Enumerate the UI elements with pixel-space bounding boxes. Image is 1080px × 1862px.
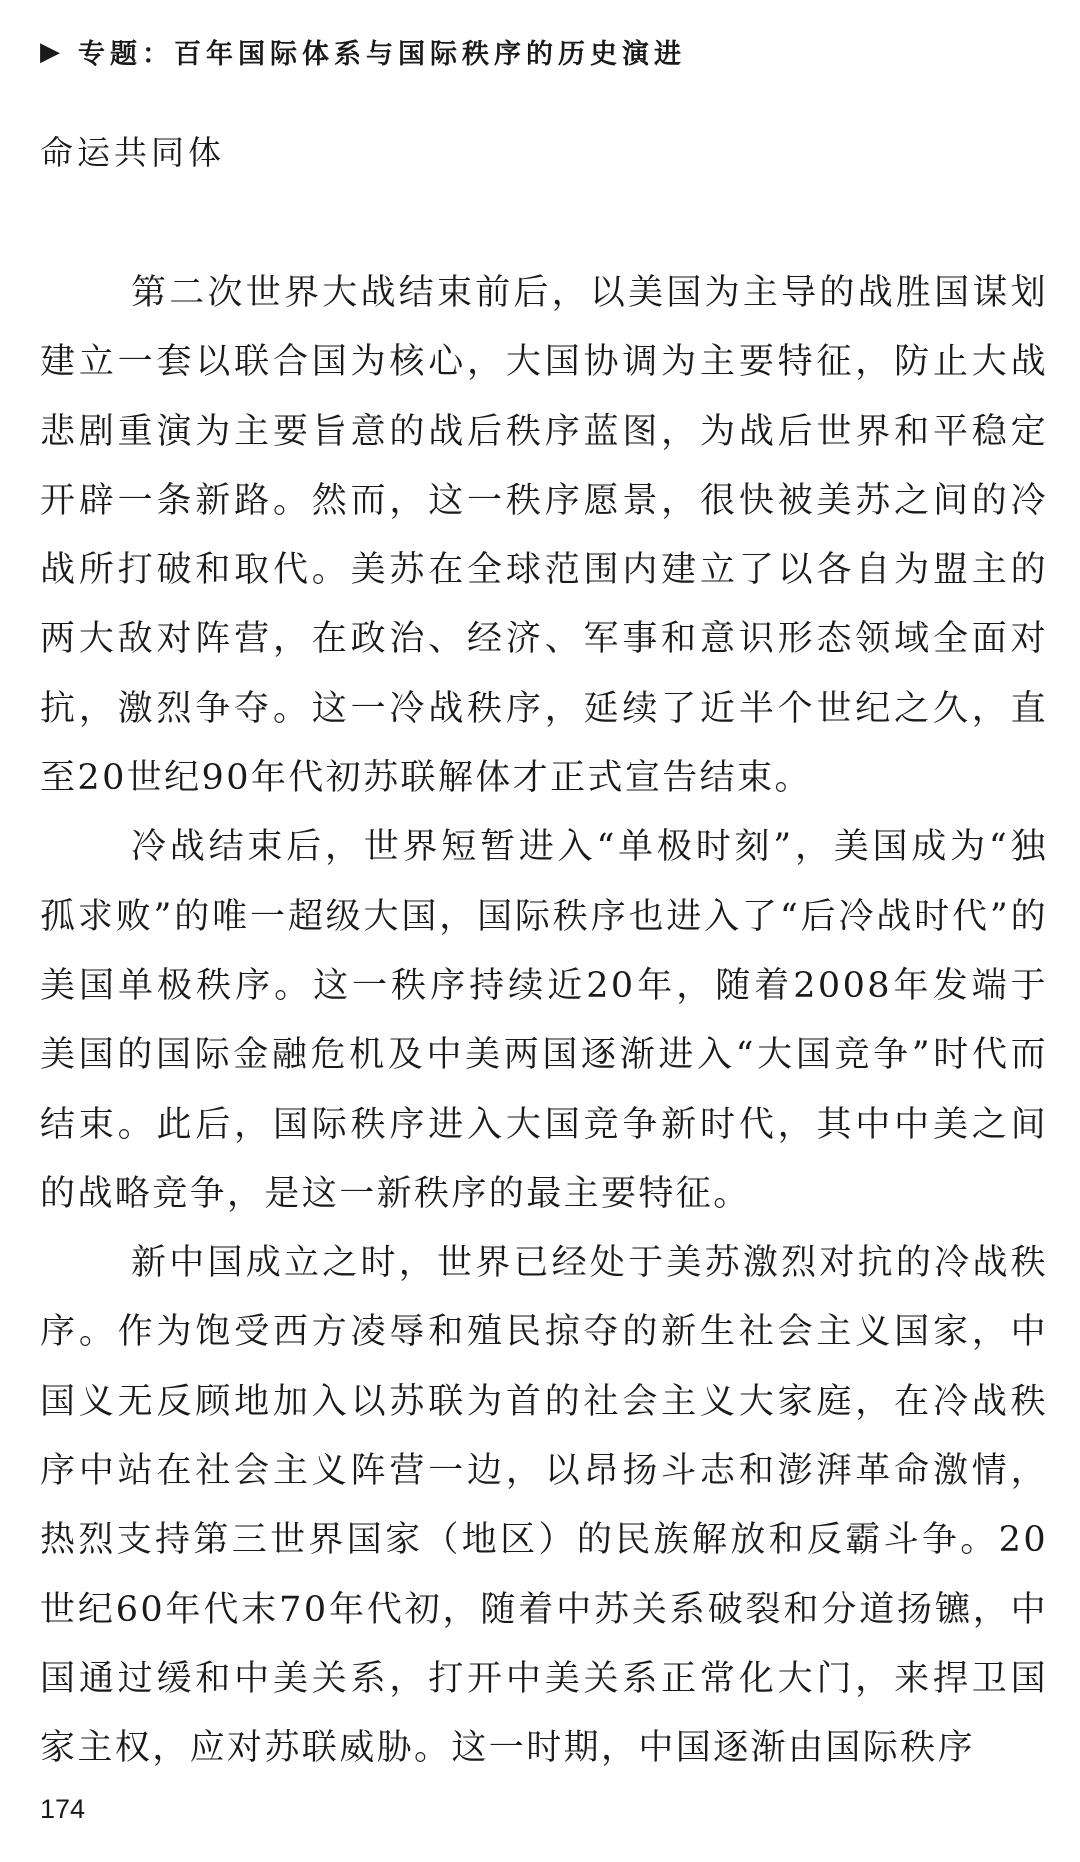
paragraph: 新中国成立之时，世界已经处于美苏激烈对抗的冷战秩序。作为饱受西方凌辱和殖民掠夺的新生社会主义国家，中国义无反顾地加入以苏联为首的社会主义大家庭，在冷战秩序中站在社会主义阵营一边，以昂扬斗志和澎湃革命激情，热烈支持第三世界国家（地区）的民族解放和反霸斗争。20世纪60年代末70年代初，随着中苏关系破裂和分道扬镳，中国通过缓和中美关系，打开中美关系正常化大门，来捍卫国家主权，应对苏联威胁。这一时期，中国逐渐由国际秩序: [40, 1243, 1048, 1769]
paragraph: 第二次世界大战结束前后，以美国为主导的战胜国谋划建立一套以联合国为核心，大国协调为主要特征，防止大战悲剧重演为主要旨意的战后秩序蓝图，为战后世界和平稳定开辟一条新路。然而，这一秩序愿景，很快被美苏之间的冷战所打破和取代。美苏在全球范围内建立了以各自为盟主的两大敌对阵营，在政治、经济、军事和意识形态领域全面对抗，激烈争夺。这一冷战秩序，延续了近半个世纪之久，直至20世纪90年代初苏联解体才正式宣告结束。: [40, 273, 1048, 799]
running-header-title: 专题：百年国际体系与国际秩序的历史演进: [78, 39, 686, 70]
body-text: [40, 259, 1048, 1784]
paragraph: 冷战结束后，世界短暂进入“单极时刻”，美国成为“独孤求败”的唯一超级大国，国际秩序也进入了“后冷战时代”的美国单极秩序。这一秩序持续近20年，随着2008年发端于美国的国际金融危机及中美两国逐渐进入“大国竞争”时代而结束。此后，国际秩序进入大国竞争新时代，其中中美之间的战略竞争，是这一新秩序的最主要特征。: [40, 827, 1048, 1214]
page-number: 174: [40, 1794, 86, 1824]
running-header: [40, 32, 686, 71]
triangle-marker-icon: ▶: [40, 36, 60, 67]
carried-over-line: 命运共同体: [40, 133, 225, 172]
